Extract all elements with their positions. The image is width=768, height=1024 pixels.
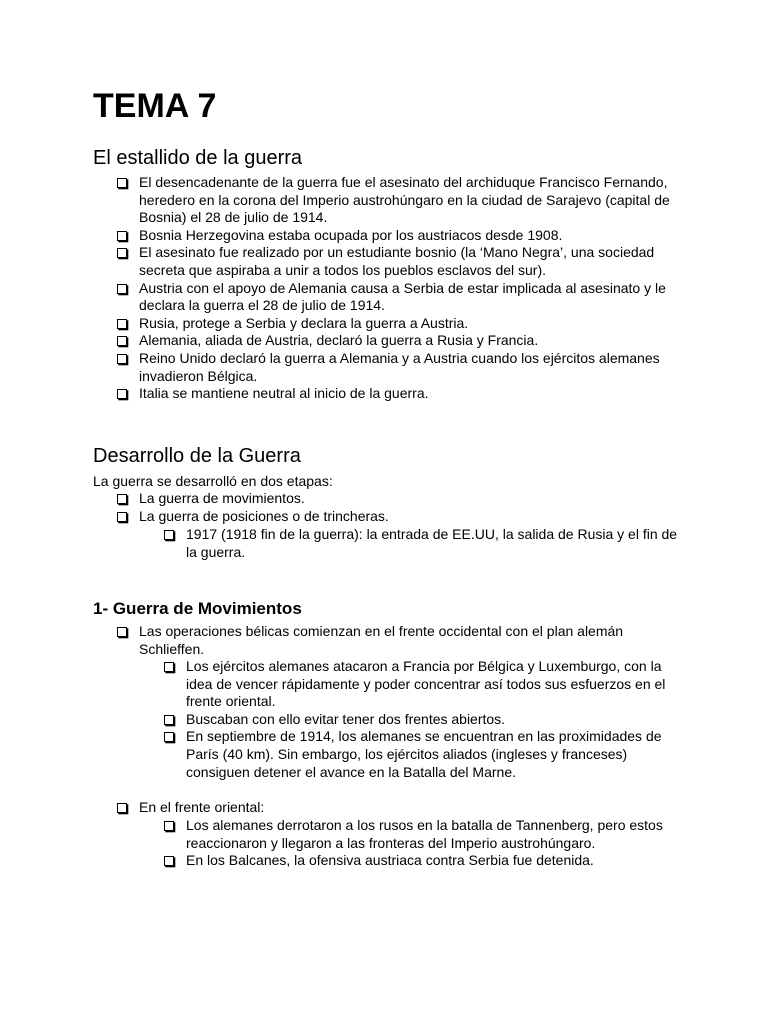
list-item — [163, 526, 678, 561]
checkbox-bullet-icon — [117, 178, 127, 188]
estallido-list — [116, 174, 676, 403]
list-item-text: Buscaban con ello evitar tener dos frentes abiertos. — [186, 710, 506, 727]
list-item-text: Los ejércitos alemanes atacaron a Francia por Bélgica y Luxemburgo, con la idea de vencer rápidamente y poder concentrar así todos sus esfuerzos en el frente oriental. — [186, 658, 666, 710]
list-item — [116, 490, 676, 508]
checkbox-bullet-icon — [117, 627, 127, 637]
list-item-text: Reino Unido declaró la guerra a Alemania y a Austria cuando los ejércitos alemanes invadieron Bélgica. — [139, 349, 660, 384]
movimientos-list-2 — [116, 799, 676, 817]
movimientos-sublist-1 — [163, 658, 678, 781]
list-item-text: Alemania, aliada de Austria, declaró la guerra a Rusia y Francia. — [139, 332, 539, 349]
list-item — [116, 174, 676, 227]
checkbox-bullet-icon — [117, 248, 127, 258]
document-title: TEMA 7 — [93, 87, 217, 125]
list-item — [116, 623, 676, 658]
list-item-text: En los Balcanes, la ofensiva austriaca contra Serbia fue detenida. — [186, 852, 594, 869]
list-item-text: Rusia, protege a Serbia y declara la guerra a Austria. — [139, 314, 469, 331]
list-item-text: En septiembre de 1914, los alemanes se encuentran en las proximidades de París (40 km). Sin embargo, los ejércitos aliados (ingleses y franceses) consiguen detener el avance en la Batalla del Marne. — [186, 728, 662, 780]
section-heading-desarrollo: Desarrollo de la Guerra — [93, 445, 301, 467]
list-item — [116, 799, 676, 817]
list-item — [116, 244, 676, 279]
checkbox-bullet-icon — [117, 354, 127, 364]
list-item-text: Austria con el apoyo de Alemania causa a Serbia de estar implicada al asesinato y le declara la guerra el 28 de julio de 1914. — [139, 279, 666, 314]
list-item — [116, 280, 676, 315]
list-item-text: La guerra de movimientos. — [139, 490, 305, 506]
list-item-text: En el frente oriental: — [139, 799, 265, 815]
list-item — [163, 658, 678, 711]
checkbox-bullet-icon — [164, 856, 174, 866]
checkbox-bullet-icon — [164, 821, 174, 831]
checkbox-bullet-icon — [117, 803, 127, 813]
checkbox-bullet-icon — [117, 512, 127, 522]
checkbox-bullet-icon — [164, 732, 174, 742]
list-item-text: Los alemanes derrotaron a los rusos en la batalla de Tannenberg, pero estos reaccionaron y llegaron a las fronteras del Imperio austrohúngaro. — [186, 817, 663, 851]
list-item-text: Italia se mantiene neutral al inicio de la guerra. — [139, 385, 429, 402]
checkbox-bullet-icon — [164, 530, 174, 540]
list-item — [116, 227, 676, 245]
section-heading-estallido: El estallido de la guerra — [93, 147, 303, 169]
desarrollo-list — [116, 490, 676, 525]
checkbox-bullet-icon — [164, 715, 174, 725]
list-item-text: Las operaciones bélicas comienzan en el frente occidental con el plan alemán Schlieffen. — [139, 623, 624, 657]
list-item — [163, 817, 678, 852]
list-item-text: El asesinato fue realizado por un estudiante bosnio (la ‘Mano Negra’, una sociedad secreta que aspiraba a unir a todos los pueblos esclavos del sur). — [139, 244, 655, 278]
list-item — [116, 332, 676, 350]
checkbox-bullet-icon — [164, 662, 174, 672]
list-item — [163, 711, 678, 729]
checkbox-bullet-icon — [117, 284, 127, 294]
list-item — [163, 852, 678, 870]
list-item-text: El desencadenante de la guerra fue el asesinato del archiduque Francisco Fernando, heredero en la corona del Imperio austrohúngaro en la ciudad de Sarajevo (capital de Bosnia) el 28 de julio de 1914. — [139, 174, 670, 226]
checkbox-bullet-icon — [117, 389, 127, 399]
checkbox-bullet-icon — [117, 494, 127, 504]
checkbox-bullet-icon — [117, 231, 127, 241]
list-item — [116, 350, 676, 385]
checkbox-bullet-icon — [117, 336, 127, 346]
section-heading-movimientos: 1- Guerra de Movimientos — [93, 599, 302, 618]
list-item-text: Bosnia Herzegovina estaba ocupada por los austriacos desde 1908. — [139, 226, 563, 243]
list-item — [116, 508, 676, 526]
list-item-text: 1917 (1918 fin de la guerra): la entrada de EE.UU, la salida de Rusia y el fin de la guerra. — [186, 526, 678, 560]
movimientos-list-1 — [116, 623, 676, 658]
list-item-text: La guerra de posiciones o de trincheras. — [139, 507, 389, 524]
movimientos-sublist-2 — [163, 817, 678, 870]
list-item — [116, 315, 676, 333]
list-item — [116, 385, 676, 403]
desarrollo-sublist — [163, 526, 678, 561]
list-item — [163, 728, 678, 781]
checkbox-bullet-icon — [117, 319, 127, 329]
desarrollo-intro: La guerra se desarrolló en dos etapas: — [93, 473, 333, 489]
